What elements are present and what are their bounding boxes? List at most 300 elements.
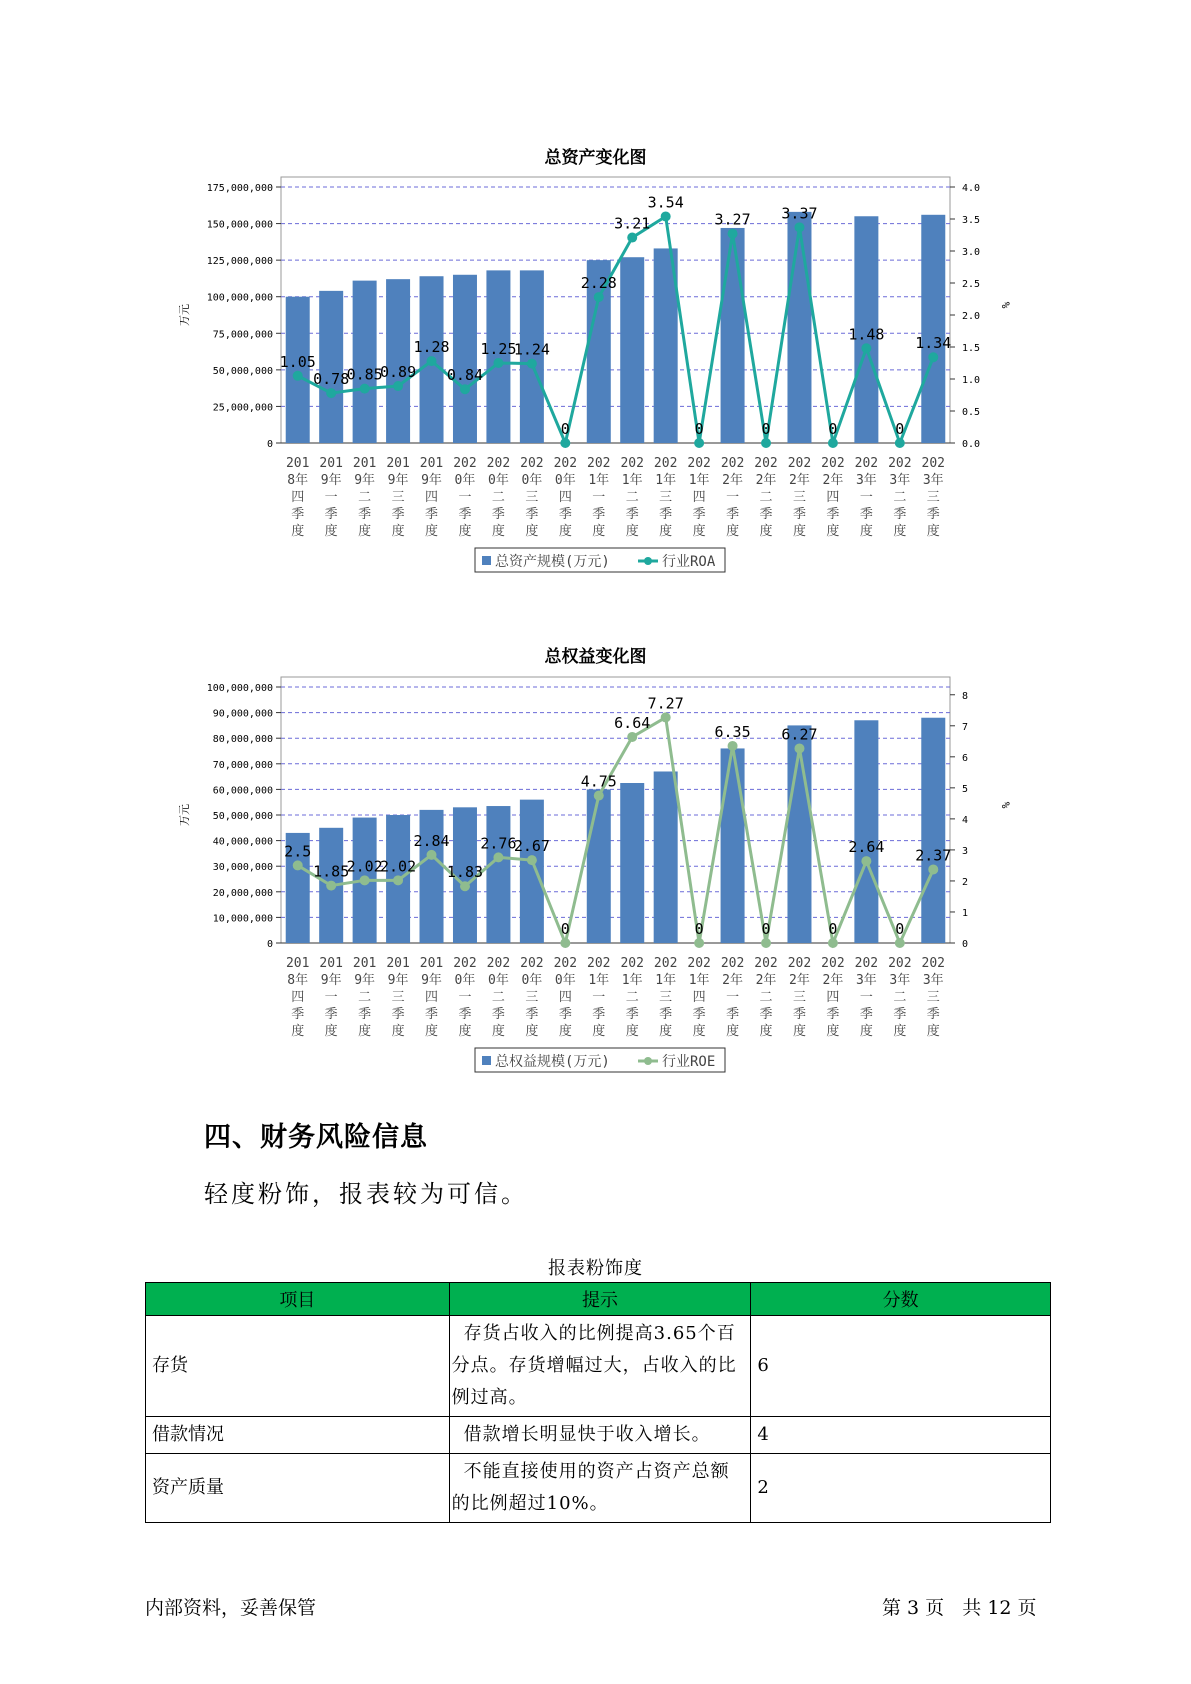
y-axis-label: 万元	[178, 804, 191, 826]
x-tick-label: 202	[888, 956, 912, 971]
tip-line: 存货占收入的比例提高3.65个百	[463, 1323, 736, 1344]
y-tick-label: 70,000,000	[212, 759, 273, 771]
x-tick-label: 一	[726, 990, 740, 1005]
x-tick-label: 202	[687, 456, 711, 471]
x-tick-label: 季	[659, 507, 673, 522]
x-tick-label: 三	[792, 490, 806, 505]
x-tick-label: 一	[592, 990, 606, 1005]
x-tick-label: 202	[821, 956, 845, 971]
x-tick-label: 季	[491, 1007, 505, 1022]
x-tick-label: 202	[653, 456, 678, 471]
y2-tick-label: 6	[962, 752, 969, 764]
x-tick-label: 3年	[855, 973, 877, 988]
bar	[721, 228, 745, 443]
x-tick-label: 度	[625, 524, 639, 539]
x-tick-label: 度	[759, 1024, 773, 1039]
legend-bar-label: 总资产规模(万元)	[495, 554, 610, 570]
data-label: 2.84	[413, 831, 450, 850]
x-tick-label: 四	[826, 490, 840, 505]
x-tick-label: 度	[391, 524, 405, 539]
x-tick-label: 202	[888, 456, 912, 471]
x-tick-label: 度	[425, 1024, 439, 1039]
x-tick-label: 季	[558, 507, 572, 522]
legend-bar-swatch	[482, 556, 491, 565]
x-tick-label: 度	[926, 1024, 940, 1039]
x-tick-label: 0年	[488, 473, 509, 488]
footer-confidential: 内部资料，妥善保管	[145, 1597, 317, 1619]
x-tick-label: 一	[458, 990, 472, 1005]
line-point	[293, 860, 303, 870]
x-tick-label: 度	[792, 524, 806, 539]
x-tick-label: 202	[787, 956, 812, 971]
legend-line-label: 行业ROA	[662, 554, 716, 570]
y-axis-label: 万元	[178, 304, 191, 326]
x-tick-label: 季	[458, 507, 472, 522]
x-tick-label: 度	[525, 1024, 539, 1039]
x-tick-label: 四	[291, 990, 305, 1005]
header-item: 项目	[146, 1283, 450, 1316]
bar	[453, 275, 477, 443]
data-label: 2.64	[848, 838, 885, 857]
header-tip: 提示	[449, 1283, 751, 1316]
data-label: 1.48	[848, 325, 885, 344]
x-tick-label: 一	[859, 490, 873, 505]
data-label: 0	[828, 420, 838, 438]
x-tick-label: 度	[726, 524, 740, 539]
x-tick-label: 度	[458, 1024, 472, 1039]
x-tick-label: 3年	[922, 473, 944, 488]
data-label: 3.37	[781, 204, 818, 223]
x-tick-label: 201	[419, 456, 444, 471]
line-point	[761, 438, 771, 448]
bar	[654, 771, 678, 943]
x-tick-label: 季	[391, 507, 405, 522]
x-tick-label: 0年	[521, 973, 543, 988]
x-tick-label: 1年	[688, 973, 710, 988]
legend-line-marker	[644, 1057, 652, 1065]
x-tick-label: 度	[358, 524, 372, 539]
x-tick-label: 度	[659, 1024, 673, 1039]
x-tick-label: 季	[358, 1007, 372, 1022]
x-tick-label: 9年	[421, 973, 442, 988]
x-tick-label: 度	[324, 524, 338, 539]
header-score: 分数	[751, 1283, 1051, 1316]
x-tick-label: 202	[720, 456, 745, 471]
x-tick-label: 季	[826, 507, 840, 522]
tip-line: 借款增长明显快于收入增长。	[463, 1424, 711, 1445]
data-label: 2.02	[346, 857, 383, 876]
x-tick-label: 201	[419, 956, 444, 971]
x-tick-label: 度	[358, 1024, 372, 1039]
x-tick-label: 202	[620, 456, 644, 471]
bar	[921, 718, 945, 943]
bar	[787, 212, 811, 443]
y2-tick-label: 2	[962, 876, 969, 888]
x-tick-label: 三	[391, 990, 405, 1005]
x-tick-label: 3年	[855, 473, 877, 488]
x-tick-label: 0年	[554, 473, 576, 488]
data-label: 7.27	[647, 694, 684, 713]
x-tick-label: 度	[525, 524, 539, 539]
x-tick-label: 202	[687, 956, 711, 971]
line-point	[861, 856, 871, 866]
x-tick-label: 202	[854, 456, 879, 471]
x-tick-label: 201	[319, 456, 343, 471]
table-row	[146, 1316, 1051, 1417]
x-tick-label: 9年	[354, 473, 376, 488]
data-label: 0.78	[313, 370, 350, 389]
line-point	[326, 881, 336, 891]
x-tick-label: 202	[821, 456, 845, 471]
legend-line-label: 行业ROE	[662, 1054, 716, 1070]
line-point	[393, 381, 403, 391]
x-tick-label: 度	[926, 524, 940, 539]
x-tick-label: 季	[893, 507, 907, 522]
y-tick-label: 175,000,000	[206, 183, 273, 194]
line-point	[493, 852, 503, 862]
line-point	[627, 233, 637, 243]
x-tick-label: 季	[425, 1007, 439, 1022]
x-tick-label: 度	[692, 1024, 706, 1039]
x-tick-label: 9年	[387, 973, 409, 988]
y-tick-label: 90,000,000	[212, 708, 273, 720]
total-equity-chart-svg	[0, 675, 1191, 1095]
x-tick-label: 四	[291, 490, 305, 505]
footer-page-number: 第 3 页 共 12 页	[882, 1597, 1037, 1619]
x-tick-label: 二	[759, 490, 773, 505]
x-tick-label: 8年	[287, 973, 309, 988]
risk-summary: 轻度粉饰，报表较为可信。	[204, 1180, 528, 1208]
bar	[921, 215, 945, 443]
y-tick-label: 50,000,000	[212, 811, 273, 822]
line-point	[594, 791, 604, 801]
line-point	[460, 384, 470, 394]
y2-tick-label: 2.0	[962, 311, 981, 322]
x-tick-label: 度	[792, 1024, 806, 1039]
x-tick-label: 201	[386, 456, 410, 471]
line-point	[493, 358, 503, 368]
x-tick-label: 度	[859, 524, 873, 539]
x-tick-label: 一	[458, 490, 472, 505]
window-dressing-table	[145, 1282, 1051, 1523]
data-label: 3.21	[614, 214, 651, 233]
y2-axis-label: %	[999, 301, 1012, 309]
x-tick-label: 202	[653, 956, 678, 971]
x-tick-label: 0年	[488, 973, 509, 988]
y2-tick-label: 4	[962, 814, 969, 826]
x-tick-label: 季	[659, 1007, 673, 1022]
y-tick-label: 25,000,000	[212, 402, 273, 414]
y-tick-label: 30,000,000	[212, 862, 273, 874]
y2-tick-label: 3.5	[962, 215, 981, 226]
x-tick-label: 1年	[688, 473, 710, 488]
line-point	[594, 292, 604, 302]
y-tick-label: 0	[266, 439, 273, 450]
x-tick-label: 202	[486, 956, 511, 971]
line-point	[326, 388, 336, 398]
line-point	[360, 875, 370, 885]
tip-line: 不能直接使用的资产占资产总额	[463, 1461, 730, 1482]
x-tick-label: 度	[592, 1024, 606, 1039]
tip-line: 分点。存货增幅过大，占收入的比	[451, 1355, 737, 1376]
x-tick-label: 度	[826, 524, 840, 539]
row-item: 存货	[146, 1316, 450, 1417]
x-tick-label: 季	[592, 1007, 606, 1022]
y2-tick-label: 1.0	[962, 375, 981, 386]
data-label: 1.83	[446, 863, 484, 882]
x-tick-label: 9年	[320, 973, 342, 988]
bar	[620, 257, 644, 443]
x-tick-label: 一	[726, 490, 740, 505]
y2-tick-label: 3	[962, 845, 969, 857]
x-tick-label: 202	[921, 956, 946, 971]
x-tick-label: 三	[525, 490, 539, 505]
data-label: 1.25	[480, 340, 517, 358]
data-label: 1.85	[313, 862, 350, 881]
y2-tick-label: 0	[962, 939, 969, 950]
y-tick-label: 10,000,000	[212, 913, 273, 925]
x-tick-label: 二	[625, 490, 639, 505]
data-label: 1.28	[413, 338, 450, 357]
bar	[854, 720, 878, 943]
line-point	[627, 732, 637, 742]
bar	[587, 789, 611, 943]
x-tick-label: 度	[291, 1024, 305, 1039]
x-tick-label: 一	[324, 990, 338, 1005]
x-tick-label: 三	[525, 990, 539, 1005]
line-point	[728, 741, 738, 751]
x-tick-label: 季	[491, 507, 505, 522]
bar	[620, 783, 644, 943]
x-tick-label: 二	[358, 490, 372, 505]
y-tick-label: 100,000,000	[206, 683, 273, 694]
x-tick-label: 度	[458, 524, 472, 539]
data-label: 6.35	[714, 722, 751, 741]
y-tick-label: 80,000,000	[212, 734, 273, 746]
x-tick-label: 度	[491, 1024, 505, 1039]
data-label: 1.05	[279, 352, 316, 371]
table-row	[146, 1454, 1051, 1523]
line-point	[828, 938, 838, 948]
x-tick-label: 四	[425, 990, 439, 1005]
x-tick-label: 季	[391, 1007, 405, 1022]
x-tick-label: 202	[587, 956, 611, 971]
data-label: 1.34	[915, 334, 952, 353]
x-tick-label: 季	[625, 1007, 639, 1022]
x-tick-label: 201	[386, 956, 410, 971]
x-tick-label: 1年	[655, 973, 677, 988]
x-tick-label: 度	[425, 524, 439, 539]
line-point	[661, 712, 671, 722]
y2-tick-label: 0.0	[962, 439, 981, 450]
x-tick-label: 二	[625, 990, 639, 1005]
x-tick-label: 2年	[755, 473, 777, 488]
x-tick-label: 季	[525, 1007, 539, 1022]
x-tick-label: 2年	[722, 973, 743, 988]
x-tick-label: 度	[625, 1024, 639, 1039]
x-tick-label: 2年	[722, 473, 743, 488]
x-tick-label: 202	[921, 456, 946, 471]
x-tick-label: 四	[558, 990, 572, 1005]
x-tick-label: 度	[859, 1024, 873, 1039]
data-label: 6.64	[614, 713, 651, 732]
x-tick-label: 季	[425, 507, 439, 522]
line-point	[828, 438, 838, 448]
y-tick-label: 75,000,000	[212, 329, 273, 341]
x-tick-label: 四	[692, 990, 706, 1005]
line-point	[427, 850, 437, 860]
x-tick-label: 201	[352, 456, 377, 471]
x-tick-label: 度	[726, 1024, 740, 1039]
x-tick-label: 季	[859, 1007, 873, 1022]
chart-title: 总权益变化图	[544, 647, 647, 667]
bar	[486, 806, 510, 943]
data-label: 0.89	[380, 363, 417, 382]
x-tick-label: 9年	[320, 473, 342, 488]
row-score: 6	[751, 1316, 1051, 1417]
x-tick-label: 度	[592, 524, 606, 539]
x-tick-label: 季	[726, 1007, 740, 1022]
data-label: 2.37	[915, 846, 952, 865]
x-tick-label: 季	[826, 1007, 840, 1022]
tip-line: 的比例超过10%。	[451, 1493, 609, 1514]
x-tick-label: 四	[692, 490, 706, 505]
y2-tick-label: 1	[962, 907, 969, 919]
y-tick-label: 0	[266, 939, 273, 950]
line-point	[460, 881, 470, 891]
legend-bar-swatch	[482, 1056, 491, 1065]
table-caption: 报表粉饰度	[548, 1258, 643, 1279]
x-tick-label: 季	[926, 507, 940, 522]
y2-tick-label: 7	[962, 721, 969, 733]
x-tick-label: 1年	[588, 473, 610, 488]
x-tick-label: 季	[759, 507, 773, 522]
x-tick-label: 度	[893, 524, 907, 539]
x-tick-label: 季	[726, 507, 740, 522]
y-tick-label: 150,000,000	[206, 219, 273, 231]
row-score: 2	[751, 1454, 1051, 1523]
x-tick-label: 二	[759, 990, 773, 1005]
data-label: 0	[761, 920, 771, 938]
data-label: 0	[895, 420, 905, 438]
x-tick-label: 3年	[889, 473, 911, 488]
x-tick-label: 度	[659, 524, 673, 539]
line-point	[761, 938, 771, 948]
x-tick-label: 2年	[822, 473, 844, 488]
data-label: 0	[828, 920, 838, 938]
x-tick-label: 202	[854, 956, 879, 971]
x-tick-label: 一	[324, 490, 338, 505]
row-tip	[449, 1454, 751, 1523]
x-tick-label: 2年	[755, 973, 777, 988]
x-tick-label: 三	[926, 490, 940, 505]
x-tick-label: 一	[592, 490, 606, 505]
x-tick-label: 季	[859, 507, 873, 522]
x-tick-label: 季	[324, 507, 338, 522]
x-tick-label: 度	[692, 524, 706, 539]
data-label: 4.75	[580, 772, 617, 791]
data-label: 0.85	[346, 365, 383, 384]
x-tick-label: 季	[291, 507, 305, 522]
y2-tick-label: 1.5	[962, 343, 981, 354]
x-tick-label: 度	[826, 1024, 840, 1039]
x-tick-label: 季	[893, 1007, 907, 1022]
x-tick-label: 202	[520, 456, 544, 471]
line-point	[928, 864, 938, 874]
bar	[721, 748, 745, 943]
line-point	[895, 938, 905, 948]
x-tick-label: 3年	[922, 973, 944, 988]
bar	[787, 725, 811, 943]
x-tick-label: 二	[358, 990, 372, 1005]
x-tick-label: 度	[558, 1024, 572, 1039]
x-tick-label: 201	[285, 456, 310, 471]
x-tick-label: 202	[520, 956, 544, 971]
table-header-row	[146, 1283, 1051, 1316]
table-row	[146, 1417, 1051, 1454]
row-tip	[449, 1417, 751, 1454]
line-point	[293, 371, 303, 381]
line-point	[360, 384, 370, 394]
y2-tick-label: 4.0	[962, 183, 981, 194]
row-item: 借款情况	[146, 1417, 450, 1454]
line-point	[694, 438, 704, 448]
data-label: 0	[560, 420, 570, 438]
x-tick-label: 季	[558, 1007, 572, 1022]
bar	[386, 279, 410, 443]
x-tick-label: 202	[754, 456, 778, 471]
bar	[319, 291, 343, 443]
data-label: 0	[694, 920, 704, 938]
line-point	[527, 359, 537, 369]
x-tick-label: 三	[926, 990, 940, 1005]
x-tick-label: 201	[352, 956, 377, 971]
x-tick-label: 二	[893, 490, 907, 505]
y-tick-label: 40,000,000	[212, 836, 273, 848]
section-heading: 四、财务风险信息	[204, 1122, 428, 1153]
x-tick-label: 3年	[889, 973, 911, 988]
y-tick-label: 20,000,000	[212, 887, 273, 899]
x-tick-label: 三	[391, 490, 405, 505]
x-tick-label: 季	[792, 507, 806, 522]
line-point	[661, 211, 671, 221]
data-label: 6.27	[781, 725, 818, 744]
line-point	[861, 343, 871, 353]
x-tick-label: 度	[391, 1024, 405, 1039]
x-tick-label: 9年	[387, 473, 409, 488]
x-tick-label: 季	[291, 1007, 305, 1022]
x-tick-label: 四	[826, 990, 840, 1005]
x-tick-label: 201	[285, 956, 310, 971]
x-tick-label: 季	[692, 1007, 706, 1022]
legend-line-marker	[644, 557, 652, 565]
tip-line: 例过高。	[451, 1387, 528, 1408]
x-tick-label: 二	[491, 990, 505, 1005]
x-tick-label: 度	[324, 1024, 338, 1039]
line-point	[527, 855, 537, 865]
x-tick-label: 季	[692, 507, 706, 522]
bar	[353, 281, 377, 443]
y-tick-label: 100,000,000	[206, 292, 273, 304]
x-tick-label: 二	[491, 490, 505, 505]
y2-tick-label: 2.5	[962, 279, 981, 290]
data-label: 0	[694, 420, 704, 438]
x-tick-label: 三	[659, 990, 673, 1005]
bar	[520, 800, 544, 943]
x-tick-label: 季	[525, 507, 539, 522]
x-tick-label: 0年	[454, 473, 476, 488]
line-point	[694, 938, 704, 948]
